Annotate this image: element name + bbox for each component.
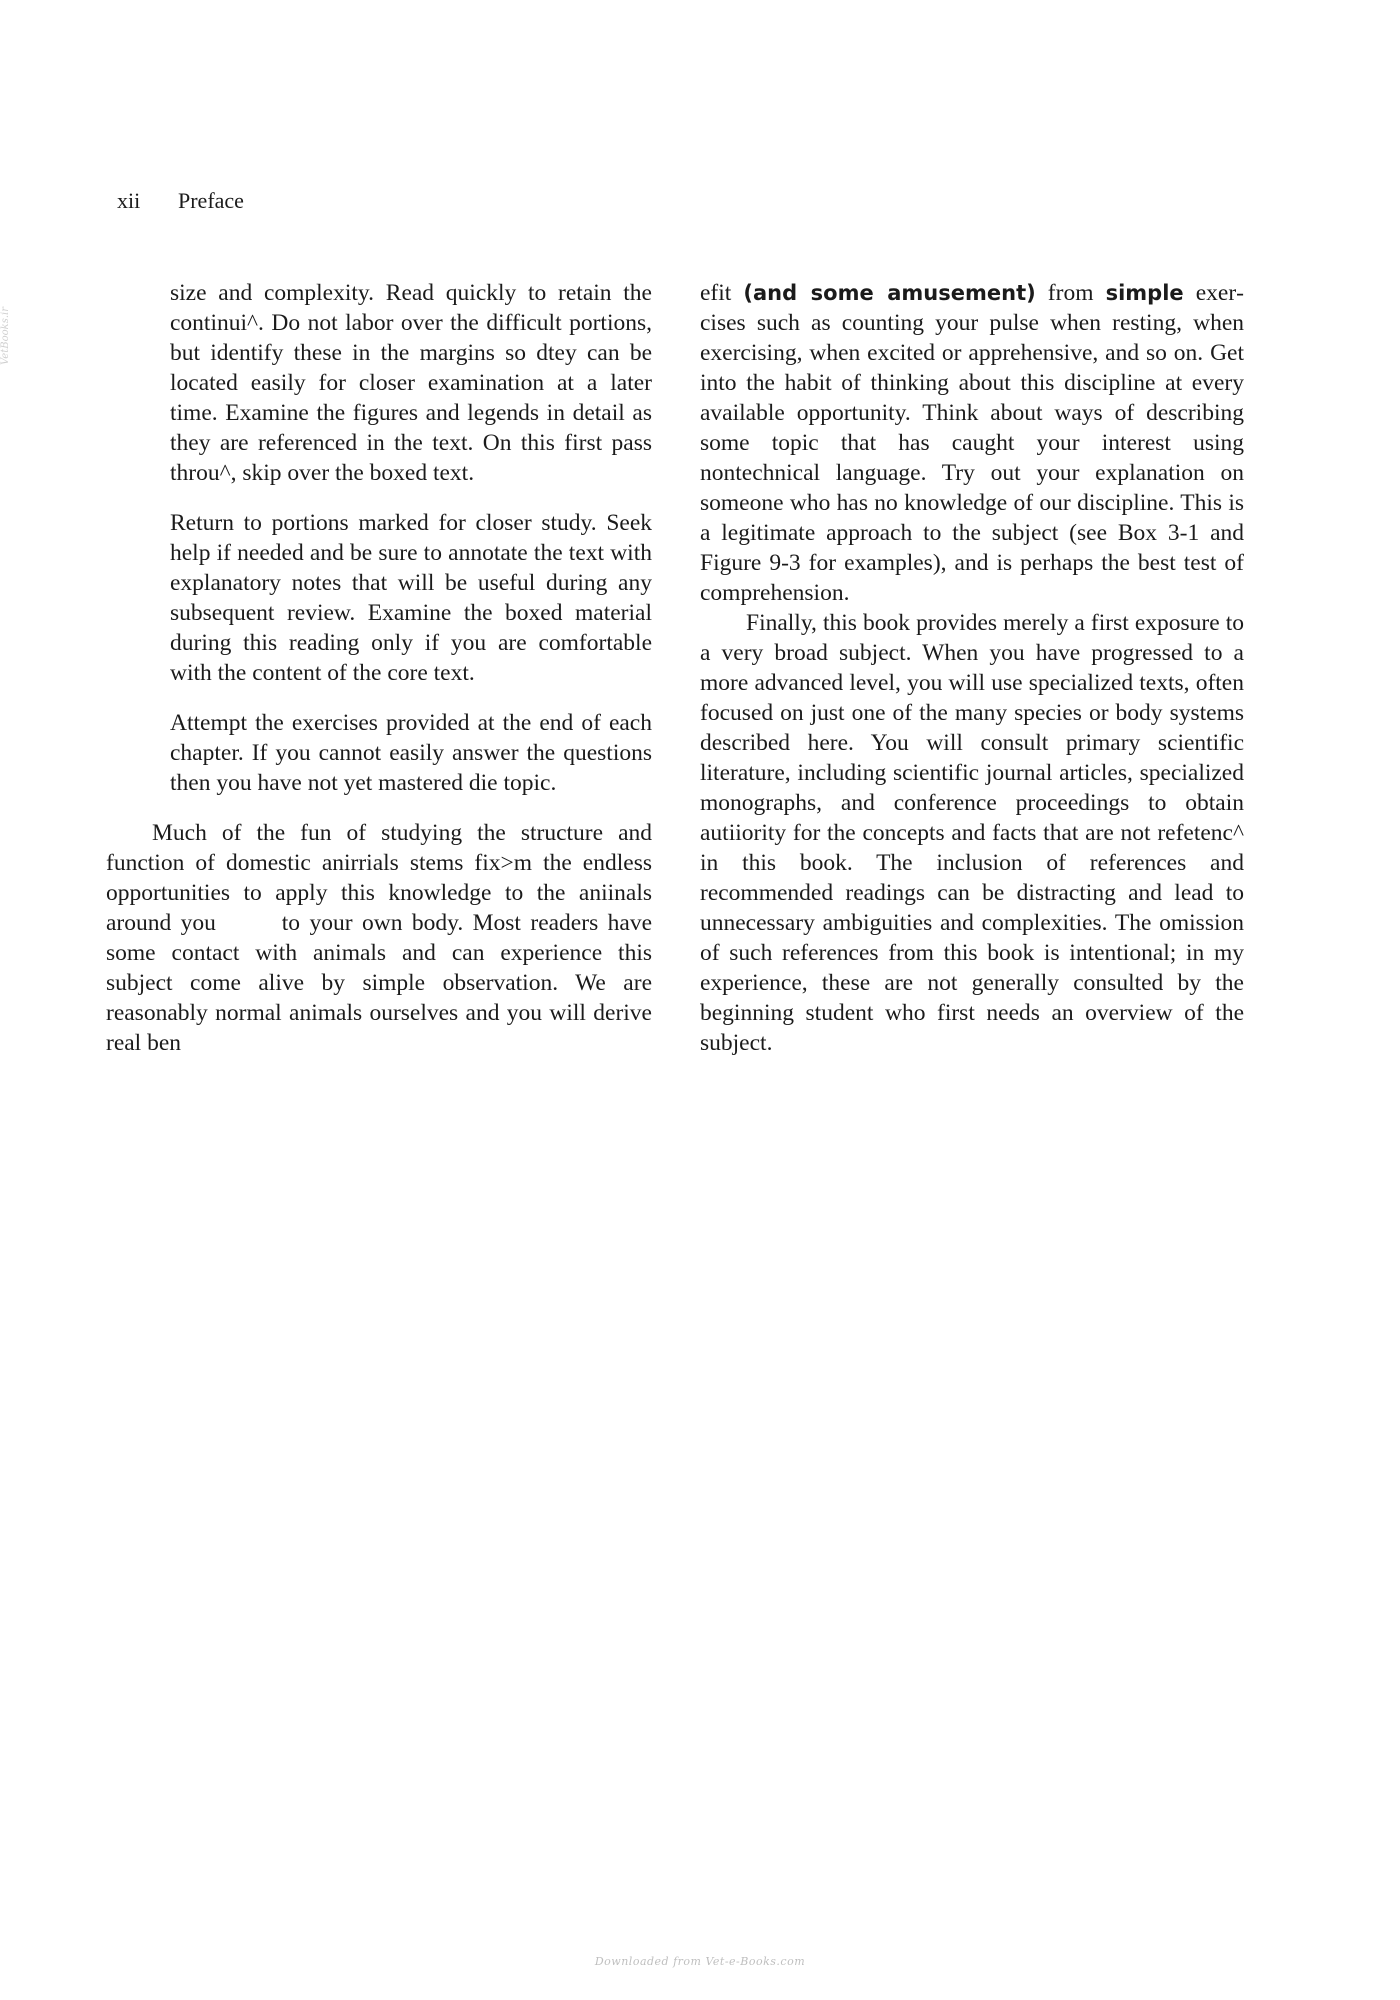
running-head xyxy=(117,186,244,216)
study-step-paragraph: Return to portions marked for closer study. Seek help if needed and be sure to annotate the text with explanatory notes that will be useful during any subsequent review. Examine the boxed material during this reading only if you are comfortable with the content of the core text. xyxy=(170,510,652,686)
running-title: Preface xyxy=(178,188,244,213)
margin-watermark: VetBooks.ir xyxy=(0,307,11,365)
bold-word: simple xyxy=(1105,281,1184,305)
page-number: xii xyxy=(117,188,141,213)
body-paragraph: Much of the fun of studying the structure and function of domestic anirrials stems fix>m the endless opportunities to apply this knowledge to the aniinals around you to your own body. Most readers have some contact with animals and can experience this subject come alive by simple observation. We are reasonably normal animals ourselves and you will derive real ben xyxy=(106,820,652,1056)
text-run: from xyxy=(1035,280,1106,306)
text-run: efit xyxy=(700,280,744,306)
footer-watermark: Downloaded from Vet-e-Books.com xyxy=(594,1955,806,1968)
left-column xyxy=(106,278,652,1058)
study-step-paragraph: size and complexity. Read quickly to retain the continui^. Do not labor over the difficult portions, but identify these in the margins so dtey can be located easily for closer examination at a later time. Examine the figures and legends in detail as they are referenced in the text. On this first pass throu^, skip over the boxed text. xyxy=(170,280,652,486)
study-step-paragraph: Attempt the exercises provided at the end of each chapter. If you cannot easily answer the questions then you have not yet mastered die topic. xyxy=(170,710,652,796)
study-steps-list xyxy=(170,278,652,798)
body-paragraph: Finally, this book provides merely a first exposure to a very broad subject. When you have progressed to a more advanced level, you will use specialized texts, often focused on just one of the many species or body systems described here. You will consult primary scientific literature, including scientific journal articles, specialized monographs, and conference proceedings to obtain autiiority for the concepts and facts that are not refetenc^ in this book. The inclusion of references and recommended readings can be distracting and lead to unnecessary ambiguities and complexities. The omission of such references from this book is intentional; in my experience, these are not generally consulted by the beginning student who first needs an overview of the subject. xyxy=(700,610,1244,1056)
text-run: exercises such as counting your pulse when resting, when exercising, when excited or apprehensive, and so on. Get into the habit of thinking about this discipline at every available opportunity. Think about ways of describing some topic that has caught your interest using nontechnical language. Try out your explanation on someone who has no knowledge of our discipline. This is a legitimate approach to the subject (see Box 3-1 and Figure 9-3 for examples), and is perhaps the best test of comprehension. xyxy=(700,280,1244,606)
bold-phrase: (and some amusement) xyxy=(743,281,1036,305)
right-column xyxy=(700,278,1244,1058)
body-paragraph-continued xyxy=(700,278,1244,608)
